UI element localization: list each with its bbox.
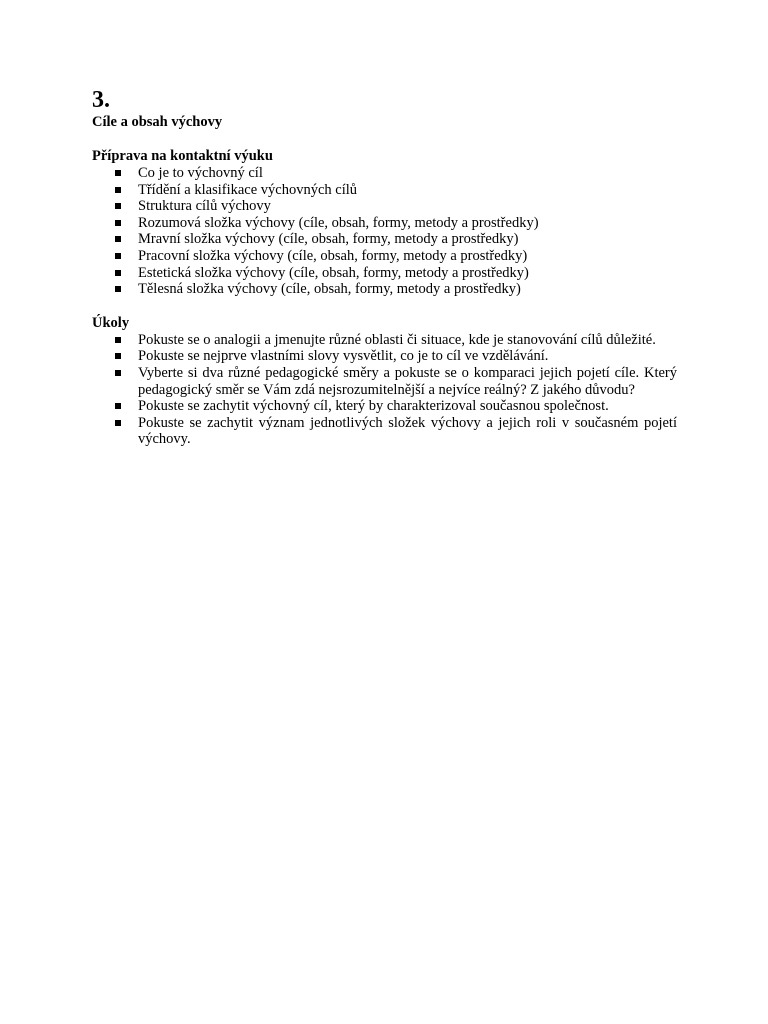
square-bullet-icon bbox=[115, 220, 121, 226]
list-item-text: Třídění a klasifikace výchovných cílů bbox=[138, 181, 358, 198]
square-bullet-icon bbox=[115, 286, 121, 292]
document-content bbox=[92, 86, 677, 448]
list-item bbox=[92, 165, 677, 182]
square-bullet-icon bbox=[115, 403, 121, 409]
list-item-text: Co je to výchovný cíl bbox=[138, 165, 263, 181]
list-item-text: Struktura cílů výchovy bbox=[138, 198, 271, 215]
square-bullet-icon bbox=[115, 270, 121, 276]
list-item bbox=[92, 348, 677, 365]
square-bullet-icon bbox=[115, 370, 121, 376]
list-item bbox=[92, 198, 677, 215]
list-item bbox=[92, 332, 677, 349]
tasks-heading: Úkoly bbox=[92, 314, 130, 331]
square-bullet-icon bbox=[115, 337, 121, 343]
square-bullet-icon bbox=[115, 236, 121, 242]
square-bullet-icon bbox=[115, 253, 121, 259]
list-item bbox=[92, 365, 677, 398]
list-item bbox=[92, 215, 677, 232]
square-bullet-icon bbox=[115, 353, 121, 359]
list-item bbox=[92, 415, 677, 448]
list-item bbox=[92, 231, 677, 248]
square-bullet-icon bbox=[115, 170, 121, 176]
list-item-text: Estetická složka výchovy (cíle, obsah, formy, metody a prostředky) bbox=[138, 264, 529, 281]
list-item-text: Pracovní složka výchovy (cíle, obsah, formy, metody a prostředky) bbox=[138, 247, 528, 264]
preparation-list bbox=[92, 165, 677, 298]
list-item-text: Tělesná složka výchovy (cíle, obsah, formy, metody a prostředky) bbox=[138, 281, 521, 298]
list-item bbox=[92, 248, 677, 265]
square-bullet-icon bbox=[115, 203, 121, 209]
list-item-text: Pokuste se nejprve vlastními slovy vysvětlit, co je to cíl ve vzdělávání. bbox=[138, 348, 549, 365]
list-item bbox=[92, 182, 677, 199]
list-item bbox=[92, 281, 677, 298]
list-item-text: Pokuste se zachytit význam jednotlivých složek výchovy a jejich roli v současném pojetí výchovy. bbox=[138, 414, 677, 448]
preparation-heading: Příprava na kontaktní výuku bbox=[92, 148, 273, 164]
list-item-text: Pokuste se zachytit výchovný cíl, který by charakterizoval současnou společnost. bbox=[138, 398, 609, 415]
square-bullet-icon bbox=[115, 187, 121, 193]
tasks-list bbox=[92, 332, 677, 448]
list-item bbox=[92, 265, 677, 282]
list-item-text: Pokuste se o analogii a jmenujte různé oblasti či situace, kde je stanovování cílů důležité. bbox=[138, 331, 656, 348]
list-item-text: Vyberte si dva různé pedagogické směry a pokuste se o komparaci jejich pojetí cíle. Který pedagogický směr se Vám zdá nejsrozumitelnější a nejvíce reálný? Z jakého důvodu? bbox=[138, 364, 677, 398]
list-item-text: Rozumová složka výchovy (cíle, obsah, formy, metody a prostředky) bbox=[138, 214, 539, 231]
chapter-number: 3. bbox=[92, 87, 110, 113]
chapter-title: Cíle a obsah výchovy bbox=[92, 114, 223, 130]
list-item bbox=[92, 398, 677, 415]
list-item-text: Mravní složka výchovy (cíle, obsah, formy, metody a prostředky) bbox=[138, 231, 519, 248]
square-bullet-icon bbox=[115, 420, 121, 426]
